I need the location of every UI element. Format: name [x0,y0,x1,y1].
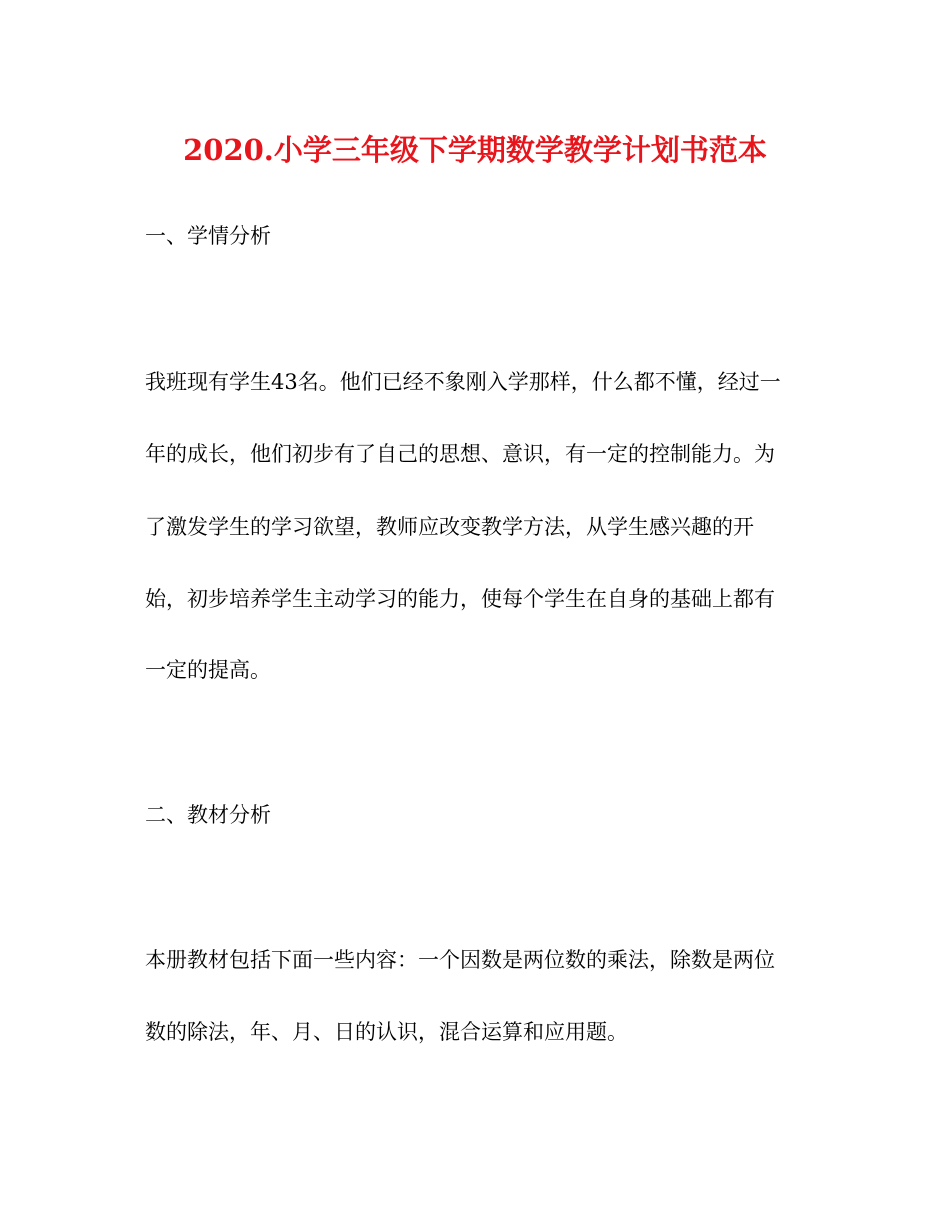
paragraph-line: 我班现有学生43名。他们已经不象刚入学那样，什么都不懂，经过一 [145,370,781,394]
paragraph-line: 始，初步培养学生主动学习的能力，使每个学生在自身的基础上都有 [145,587,775,611]
paragraph-line: 年的成长，他们初步有了自己的思想、意识，有一定的控制能力。为 [145,442,775,466]
paragraph-line: 本册教材包括下面一些内容：一个因数是两位数的乘法，除数是两位 [145,948,775,972]
section-heading-2: 二、教材分析 [145,803,271,827]
paragraph-line: 数的除法，年、月、日的认识，混合运算和应用题。 [145,1020,628,1044]
section-heading-1: 一、学情分析 [145,224,271,248]
paragraph-line: 一定的提高。 [145,658,271,682]
document-title: 2020.小学三年级下学期数学教学计划书范本 [183,133,767,167]
paragraph-line: 了激发学生的学习欲望，教师应改变教学方法，从学生感兴趣的开 [145,515,754,539]
